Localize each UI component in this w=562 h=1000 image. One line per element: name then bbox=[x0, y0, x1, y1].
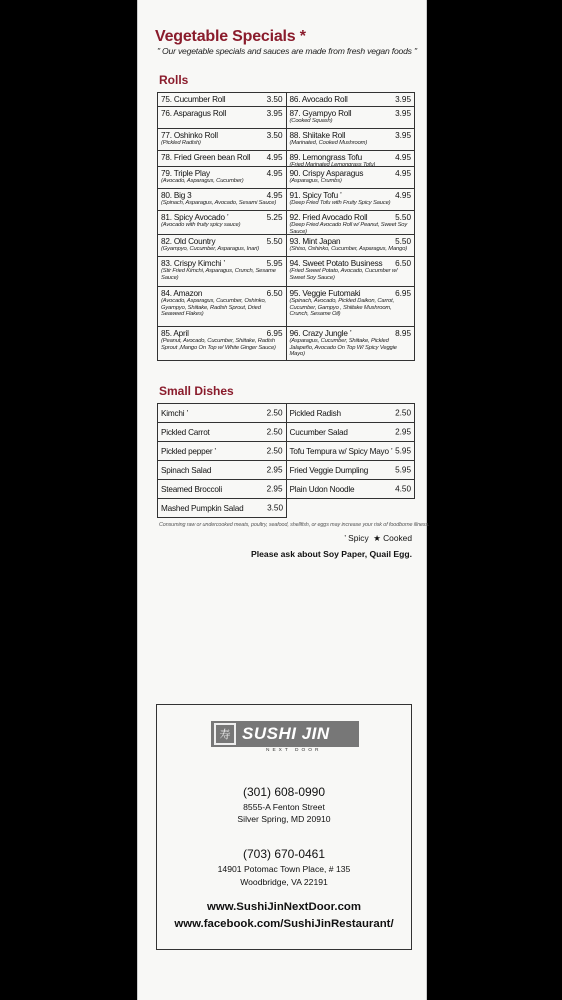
item-name: 87. Gyampyo Roll bbox=[289, 109, 352, 118]
item-name: Steamed Broccoli bbox=[161, 485, 222, 494]
item-price: 4.50 bbox=[395, 484, 411, 494]
item-description: (Deep Fried Tofu with Fruity Spicy Sauce) bbox=[289, 200, 391, 206]
menu-item bbox=[287, 151, 416, 166]
item-name: 84. Amazon bbox=[161, 289, 203, 298]
menu-item bbox=[157, 107, 287, 128]
item-name: 78. Fried Green bean Roll bbox=[161, 153, 251, 162]
item-description: (Pickled Radish) bbox=[161, 140, 201, 146]
menu-item bbox=[157, 423, 287, 441]
logo-text: SUSHI JIN bbox=[242, 724, 330, 743]
item-price: 6.95 bbox=[395, 289, 411, 298]
item-name: 93. Mint Japan bbox=[289, 237, 341, 246]
menu-item bbox=[157, 211, 287, 234]
item-price: 3.50 bbox=[267, 503, 283, 513]
menu-item bbox=[287, 404, 416, 422]
menu-item bbox=[157, 461, 287, 479]
rolls-heading: Rolls bbox=[159, 73, 189, 87]
item-description: (Cooked Squash) bbox=[289, 118, 333, 124]
item-price: 6.50 bbox=[395, 259, 411, 268]
phone-woodbridge: (703) 670-0461 bbox=[242, 847, 326, 861]
table-row bbox=[157, 107, 415, 129]
item-description: (Marinated, Cooked Mushroom) bbox=[289, 140, 368, 146]
item-price: 4.95 bbox=[395, 191, 411, 200]
menu-item bbox=[287, 167, 416, 188]
item-price: 6.50 bbox=[266, 289, 283, 298]
item-price: 2.50 bbox=[266, 427, 283, 437]
address-line2-silver-spring: Silver Spring, MD 20910 bbox=[237, 814, 331, 824]
item-price: 6.95 bbox=[266, 329, 283, 338]
item-description: (Spinach, Asparagus, Avocado, Sesami Sauce) bbox=[161, 200, 277, 206]
item-price: 4.95 bbox=[266, 191, 283, 200]
item-price: 5.50 bbox=[395, 237, 411, 246]
menu-item bbox=[157, 129, 287, 150]
table-row bbox=[157, 129, 415, 151]
item-name: 77. Oshinko Roll bbox=[161, 131, 218, 140]
item-name: 82. Old Country bbox=[161, 237, 216, 246]
item-name: Cucumber Salad bbox=[289, 428, 348, 437]
legend-cooked: ★ Cooked bbox=[373, 533, 412, 543]
item-name: Pickled Radish bbox=[289, 409, 341, 418]
item-description: (Deep Fried Avocado Roll w/ Peanut, Sweet Soy Sauce) bbox=[289, 222, 408, 234]
menu-item bbox=[157, 480, 287, 498]
item-name: 83. Crispy Kimchi ’ bbox=[161, 259, 225, 268]
item-name: 91. Spicy Tofu ’ bbox=[289, 191, 342, 200]
rolls-table bbox=[157, 92, 415, 361]
menu-item bbox=[287, 442, 416, 460]
item-price: 3.50 bbox=[266, 131, 283, 140]
logo bbox=[211, 721, 359, 747]
menu-item bbox=[287, 327, 416, 360]
table-row bbox=[157, 151, 415, 167]
item-price: 2.50 bbox=[395, 408, 411, 418]
small-dishes-table bbox=[157, 403, 415, 518]
logo-subtext: NEXT DOOR bbox=[266, 748, 322, 753]
item-name: Fried Veggie Dumpling bbox=[289, 466, 369, 475]
item-price: 3.95 bbox=[395, 131, 411, 140]
item-price: 3.95 bbox=[266, 109, 283, 118]
item-name: 88. Shiitake Roll bbox=[289, 131, 346, 140]
item-price: 3.95 bbox=[395, 109, 411, 118]
item-price: 2.50 bbox=[266, 446, 283, 456]
item-price: 5.50 bbox=[395, 213, 411, 222]
item-price: 4.95 bbox=[266, 169, 283, 178]
page-subtitle: " Our vegetable specials and sauces are made from fresh vegan foods " bbox=[157, 46, 417, 56]
item-price: 2.95 bbox=[266, 465, 283, 475]
contact-box bbox=[156, 704, 412, 950]
logo-mark-icon: 寿 bbox=[214, 723, 236, 745]
ask-note: Please ask about Soy Paper, Quail Egg. bbox=[251, 549, 412, 559]
small-dishes-heading: Small Dishes bbox=[159, 384, 234, 398]
item-price: 3.50 bbox=[266, 95, 283, 104]
menu-item bbox=[157, 189, 287, 210]
item-price: 2.50 bbox=[266, 408, 283, 418]
menu-item bbox=[287, 423, 416, 441]
item-description: (Avocado with fruity spicy sauce) bbox=[161, 222, 241, 228]
item-name: 86. Avocado Roll bbox=[289, 95, 348, 104]
menu-item bbox=[287, 480, 416, 498]
menu-item bbox=[287, 287, 416, 326]
item-description: (Asparagus, Cucumber, Shiitake, Pickled Jalapeño, Avocado On Top W/ Spicy Veggie Mayo) bbox=[289, 338, 397, 358]
table-row bbox=[157, 461, 415, 480]
item-name: Tofu Tempura w/ Spicy Mayo ’ bbox=[289, 447, 393, 456]
item-price: 4.95 bbox=[266, 153, 283, 162]
address-line1-silver-spring: 8555-A Fenton Street bbox=[243, 802, 325, 812]
menu-item bbox=[157, 257, 287, 286]
legend-spicy: ’ Spicy bbox=[344, 533, 369, 543]
menu-item bbox=[287, 93, 416, 106]
table-row bbox=[157, 235, 415, 257]
table-row bbox=[157, 499, 415, 518]
item-price: 5.95 bbox=[266, 259, 283, 268]
menu-item bbox=[157, 167, 287, 188]
menu-item bbox=[287, 129, 416, 150]
menu-item bbox=[157, 151, 287, 166]
item-description: (Peanut, Avocado, Cucumber, Shiitake, Radish Sprout ,Mango On Top w/ White Ginger Sauce) bbox=[161, 338, 276, 351]
item-description: (Asparagus, Crumbs) bbox=[289, 178, 342, 184]
address-line2-woodbridge: Woodbridge, VA 22191 bbox=[240, 877, 328, 887]
item-price: 3.95 bbox=[395, 95, 411, 104]
item-price: 4.95 bbox=[395, 153, 411, 162]
item-price: 2.95 bbox=[395, 427, 411, 437]
menu-item bbox=[287, 107, 416, 128]
table-row bbox=[157, 189, 415, 211]
item-price: 8.95 bbox=[395, 329, 411, 338]
table-row bbox=[157, 404, 415, 423]
facebook-link[interactable]: www.facebook.com/SushiJinRestaurant/ bbox=[174, 918, 394, 930]
table-row bbox=[157, 423, 415, 442]
menu-item bbox=[157, 235, 287, 256]
table-row bbox=[157, 167, 415, 189]
disclaimer: Consuming raw or undercooked meats, poultry, seafood, shellfish, or eggs may increase your risk of foodborne illness. bbox=[159, 522, 430, 528]
menu-item bbox=[287, 461, 416, 479]
table-row bbox=[157, 93, 415, 107]
menu-item bbox=[157, 442, 287, 460]
menu-item bbox=[287, 235, 416, 256]
item-description: (Shiso, Oshinko, Cucumber, Asparagus, Mango) bbox=[289, 246, 408, 252]
item-description: (Avocado, Asparagus, Cucumber) bbox=[161, 178, 244, 184]
table-row bbox=[157, 480, 415, 499]
item-name: 85. April bbox=[161, 329, 189, 338]
item-description: (Fried Sweet Potato, Avocado, Cucumber w/ Sweet Soy Sauce) bbox=[289, 268, 398, 281]
table-row bbox=[157, 287, 415, 327]
item-description: (Gyampyo, Cucumber, Asparagus, Inari) bbox=[161, 246, 259, 252]
menu-item bbox=[287, 257, 416, 286]
website-link[interactable]: www.SushiJinNextDoor.com bbox=[206, 901, 361, 913]
menu-item bbox=[157, 404, 287, 422]
item-price: 5.25 bbox=[266, 213, 283, 222]
menu-item bbox=[287, 499, 415, 518]
table-row bbox=[157, 442, 415, 461]
item-name: 96. Crazy Jungle ’ bbox=[289, 329, 352, 338]
item-name: 95. Veggie Futomaki bbox=[289, 289, 361, 298]
item-name: 80. Big 3 bbox=[161, 191, 192, 200]
item-price: 5.95 bbox=[395, 465, 411, 475]
item-description: (Avocado, Asparagus, Cucumber, Oshinko, Gyampyo, Shiitake, Radish Sprout, Dried Seaweed Flakes) bbox=[161, 298, 266, 318]
item-name: Spinach Salad bbox=[161, 466, 212, 475]
item-name: 81. Spicy Avocado ’ bbox=[161, 213, 229, 222]
item-name: 79. Triple Play bbox=[161, 169, 210, 178]
item-name: 90. Crispy Asparagus bbox=[289, 169, 364, 178]
item-description: (Stir Fried Kimchi, Asparagus, Crunch, Sesame Sauce) bbox=[161, 268, 276, 281]
menu-item bbox=[287, 189, 416, 210]
item-name: Plain Udon Noodle bbox=[289, 485, 355, 494]
item-description: (Spinach, Avocado, Pickled Daikon, Carrot, Cucumber, Gampyo , Shiitake Mushroom, Crunch, Sesame Oil) bbox=[289, 298, 395, 318]
item-name: Pickled pepper ’ bbox=[161, 447, 217, 456]
menu-item bbox=[157, 499, 287, 518]
item-name: 75. Cucumber Roll bbox=[161, 95, 226, 104]
menu-item bbox=[157, 287, 287, 326]
item-name: 89. Lemongrass Tofu bbox=[289, 153, 363, 162]
address-line1-woodbridge: 14901 Potomac Town Place, # 135 bbox=[217, 864, 351, 874]
item-description: (Fried Marinated Lemongrass Tofu) bbox=[289, 162, 376, 166]
item-name: 92. Fried Avocado Roll bbox=[289, 213, 368, 222]
item-price: 5.50 bbox=[266, 237, 283, 246]
item-name: 94. Sweet Potato Business bbox=[289, 259, 383, 268]
item-name: Pickled Carrot bbox=[161, 428, 210, 437]
phone-silver-spring: (301) 608-0990 bbox=[242, 785, 326, 799]
menu-item bbox=[157, 327, 287, 360]
menu-page bbox=[137, 0, 430, 1000]
item-price: 2.95 bbox=[266, 484, 283, 494]
table-row bbox=[157, 257, 415, 287]
menu-item bbox=[157, 93, 287, 106]
legend bbox=[344, 533, 412, 543]
menu-item bbox=[287, 211, 416, 234]
item-price: 4.95 bbox=[395, 169, 411, 178]
item-name: Kimchi ’ bbox=[161, 409, 189, 418]
table-row bbox=[157, 327, 415, 361]
item-price: 5.95 bbox=[395, 446, 411, 456]
page-title: Vegetable Specials * bbox=[155, 28, 306, 45]
item-name: Mashed Pumpkin Salad bbox=[161, 504, 244, 513]
table-row bbox=[157, 211, 415, 235]
item-name: 76. Asparagus Roll bbox=[161, 109, 227, 118]
